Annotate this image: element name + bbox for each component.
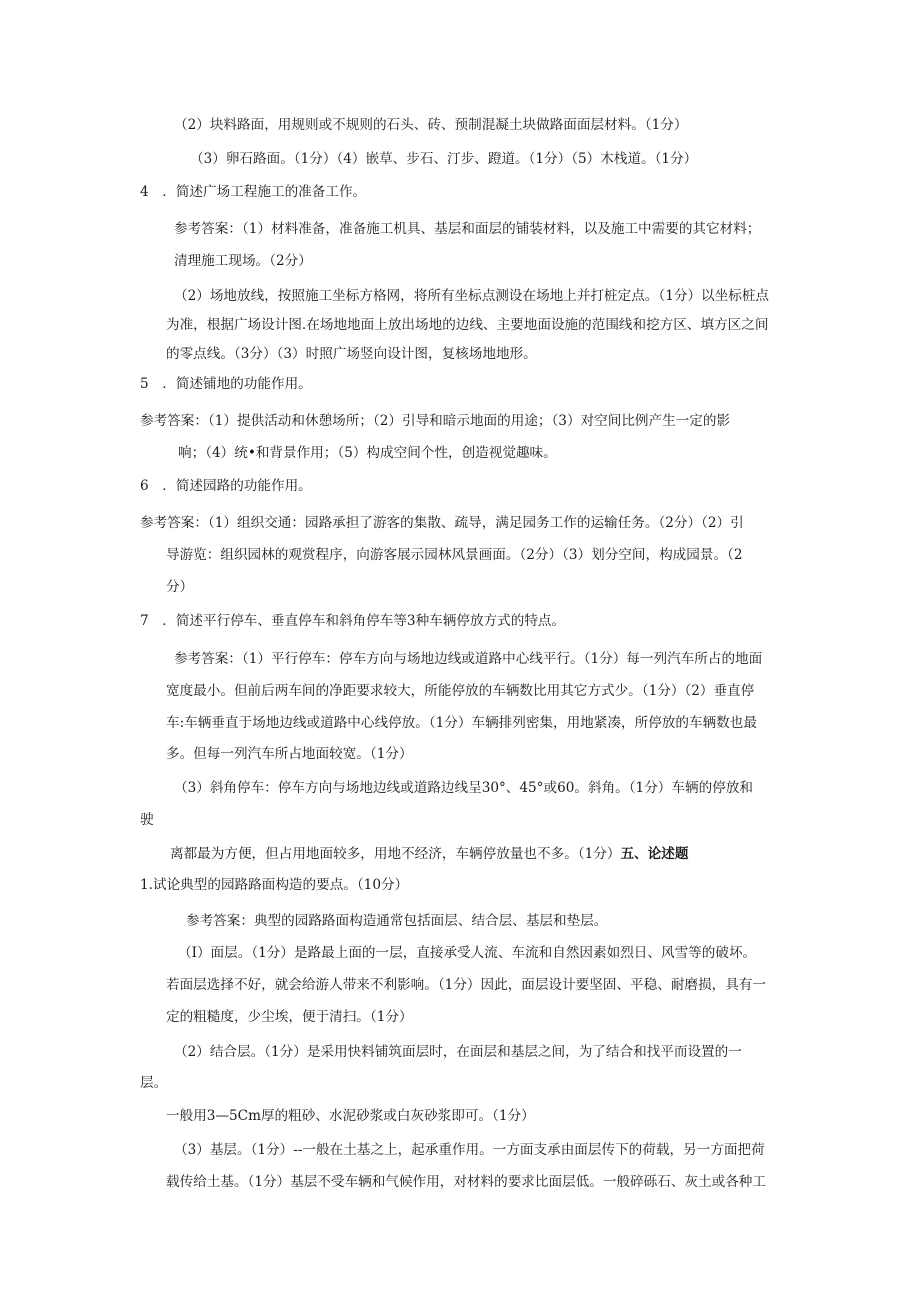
- text-line: 参考答案：（1）材料准备，准备施工机具、基层和面层的铺装材料，以及施工中需要的其它材料；: [174, 221, 761, 237]
- text-line: （3）基层。（1分）--一般在土基之上，起承重作用。一方面支承由面层传下的荷载，另一方面把荷: [174, 1142, 765, 1158]
- section-heading: 五、论述题: [620, 846, 689, 862]
- text-line: 一般用3—5Cm厚的粗砂、水泥砂浆或白灰砂浆即可。（1分）: [166, 1108, 535, 1124]
- question-heading: 7 ．简述平行停车、垂直停车和斜角停车等3种车辆停放方式的特点。: [140, 613, 566, 629]
- text-line: 宽度最小。但前后两车间的净距要求较大，所能停放的车辆数比用其它方式少。（1分）（2）垂直停: [166, 683, 755, 699]
- text-line: 导游览：组织园林的观赏程序，向游客展示园林风景画面。（2分）（3）划分空间，构成园景。（2: [166, 547, 743, 563]
- question-heading: 1.试论典型的园路路面构造的要点。（10分）: [140, 877, 409, 893]
- text-line: 参考答案：（1）提供活动和休憩场所；（2）引导和暗示地面的用途；（3）对空间比例产生一定的影: [140, 413, 731, 429]
- text-line: [170, 845, 688, 863]
- text-line: （3）斜角停车：停车方向与场地边线或道路边线呈30°、45°或60。斜角。（1分）车辆的停放和: [174, 780, 753, 796]
- text-line: 载传给土基。（1分）基层不受车辆和气候作用，对材料的要求比面层低。一般碎砾石、灰土或各种工: [166, 1174, 766, 1190]
- text-span: 离都最为方便，但占用地面较多，用地不经济，车辆停放量也不多。（1分）: [170, 846, 621, 862]
- text-line: 驶: [140, 812, 154, 828]
- question-heading: 5 ．简述铺地的功能作用。: [140, 376, 312, 392]
- text-line: 的零点线。（3分）（3）时照广场竖向设计图，复核场地地形。: [166, 346, 537, 362]
- text-line: 参考答案：（1）平行停车：停车方向与场地边线或道路中心线平行。（1分）每一列汽车所占的地面: [174, 651, 763, 667]
- text-line: （2）结合层。（1分）是采用快料铺筑面层时，在面层和基层之间，为了结合和找平而设置的一: [174, 1044, 742, 1060]
- question-heading: 4 ．简述广场工程施工的准备工作。: [140, 184, 367, 200]
- question-heading: 6 ．简述园路的功能作用。: [140, 478, 312, 494]
- text-line: 清理施工现场。（2分）: [174, 253, 312, 269]
- text-line: 为准，根据广场设计图.在场地地面上放出场地的边线、主要地面设施的范围线和挖方区、填方区之间: [166, 317, 769, 333]
- text-line: （2）场地放线，按照施工坐标方格网，将所有坐标点测设在场地上并打桩定点。（1分）以坐标桩点: [174, 288, 770, 304]
- text-line: （I）面层。（1分）是路最上面的一层，直接承受人流、车流和自然因素如烈日、风雪等的破坏。: [178, 945, 757, 961]
- text-line: 多。但每一列汽车所占地面较宽。（1分）: [166, 746, 413, 762]
- text-line: （2）块料路面，用规则或不规则的石头、砖、预制混凝土块做路面面层材料。（1分）: [174, 117, 688, 133]
- text-line: 响；（4）统•和背景作用；（5）构成空间个性，创造视觉趣味。: [178, 445, 557, 461]
- text-line: 若面层选择不好，就会给游人带来不利影响。（1分）因此，面层设计要坚固、平稳、耐磨损，具有一: [166, 977, 766, 993]
- text-line: 参考答案：（1）组织交通：园路承担了游客的集散、疏导，满足园务工作的运输任务。（2分）（2）引: [140, 515, 744, 531]
- text-line: （3）卵石路面。（1分）（4）嵌草、步石、汀步、蹬道。（1分）（5）木栈道。（1分）: [190, 151, 698, 167]
- text-line: 车:车辆垂直于场地边线或道路中心线停放。（1分）车辆排列密集，用地紧凑，所停放的车辆数也最: [166, 715, 757, 731]
- text-line: 参考答案：典型的园路路面构造通常包括面层、结合层、基层和垫层。: [186, 913, 608, 929]
- text-line: 分）: [166, 579, 194, 595]
- text-line: 层。: [140, 1075, 168, 1091]
- text-line: 定的粗糙度，少尘埃，便于清扫。（1分）: [166, 1009, 413, 1025]
